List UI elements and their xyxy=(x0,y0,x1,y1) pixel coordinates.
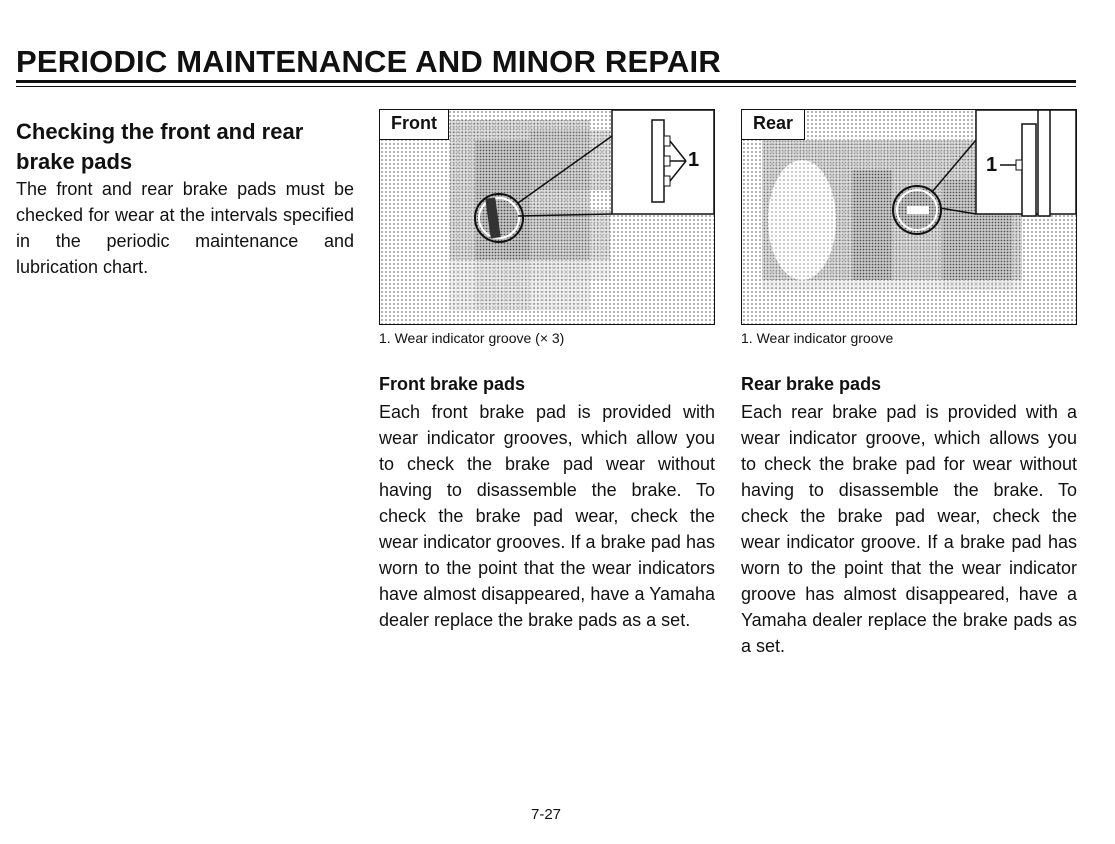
rear-brake-illustration xyxy=(742,110,1076,324)
front-brake-pads-heading: Front brake pads xyxy=(379,374,526,394)
front-brake-illustration xyxy=(380,110,714,324)
front-brake-pads-text: Each front brake pad is provided with wear indicator grooves, which allow you to check the brake pad wear without having to disassemble the brake. To check the brake pad wear, check the wear indicator grooves. If a brake pad has worn to the point that the wear indicators have almost disappeared, have a Yamaha dealer replace the brake pads as a set. xyxy=(379,402,715,630)
rear-callout-number: 1 xyxy=(986,154,998,176)
section-heading-line-1: Checking the front and rear xyxy=(16,119,304,144)
rear-brake-photo xyxy=(741,109,1077,325)
intro-paragraph: The front and rear brake pads must be checked for wear at the intervals specified in the periodic maintenance and lubrication chart. xyxy=(16,179,354,277)
front-figure-caption: 1. Wear indicator groove (× 3) xyxy=(379,330,565,346)
section-heading xyxy=(16,117,356,177)
rear-brake-pads-heading: Rear brake pads xyxy=(741,374,882,394)
title-rule-thin xyxy=(16,86,1076,87)
page-title: PERIODIC MAINTENANCE AND MINOR REPAIR xyxy=(16,44,721,79)
front-figure-label: Front xyxy=(380,110,449,140)
section-heading-line-2: brake pads xyxy=(16,149,133,174)
page-number: 7-27 xyxy=(530,806,562,823)
rear-figure-caption: 1. Wear indicator groove xyxy=(741,330,894,346)
front-brake-photo xyxy=(379,109,715,325)
title-rule xyxy=(16,80,1076,83)
rear-brake-pads-text: Each rear brake pad is provided with a wear indicator groove, which allows you to check the brake pad for wear without having to disassemble the brake. To check the brake pad wear, check the wear indicator groove. If a brake pad has worn to the point that the wear indicator groove has almost disappeared, have a Yamaha dealer replace the brake pads as a set. xyxy=(741,402,1077,656)
front-callout-number: 1 xyxy=(688,149,700,171)
rear-figure-label: Rear xyxy=(742,110,805,140)
